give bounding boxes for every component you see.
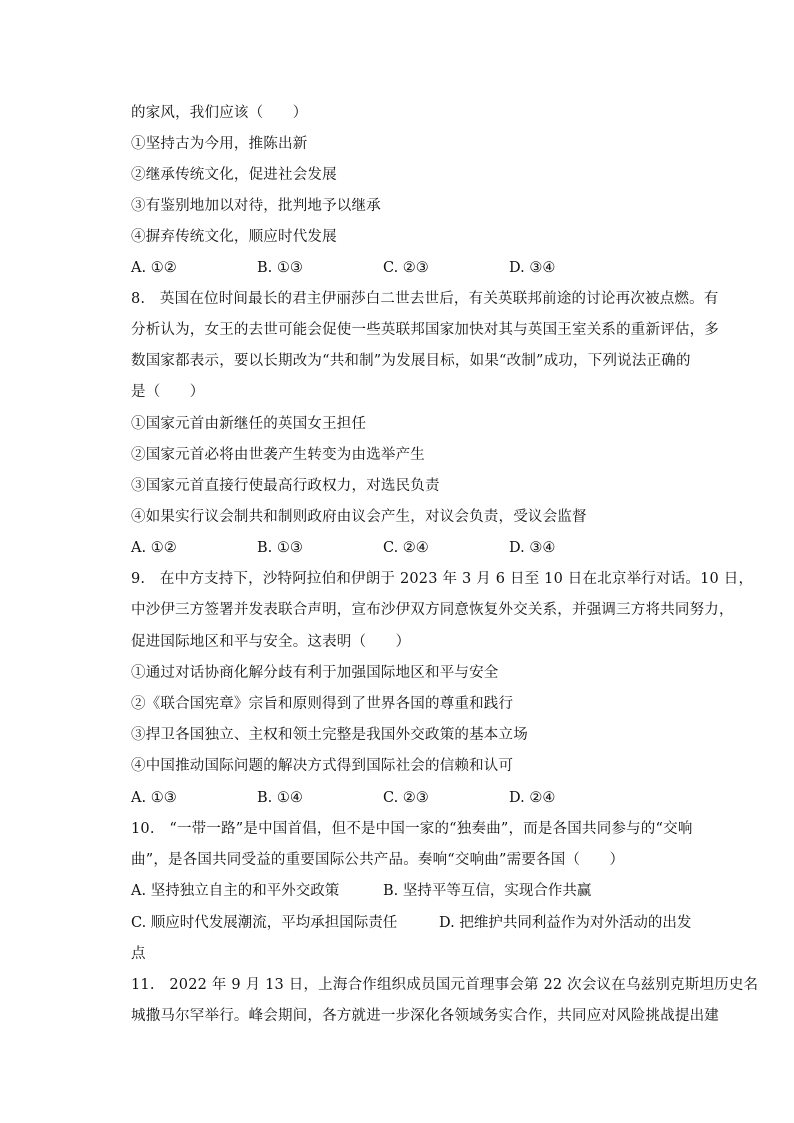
q9-stem-line-3: 促进国际地区和平与安全。这表明（ ） [131, 634, 411, 650]
q9-stem-line-1: 9. 在中方支持下，沙特阿拉伯和伊朗于 2023 年 3 月 6 日至 10 日在北京举行对话。10 日， [131, 571, 754, 587]
q7-option-b: B. ①③ [257, 260, 303, 276]
q11-stem-line-1: 11. 2022 年 9 月 13 日，上海合作组织成员国元首理事会第 22 次会议在乌兹别克斯坦历史名 [131, 977, 759, 993]
q9-option-b: B. ①④ [257, 790, 303, 806]
q9-item-1: ①通过对话协商化解分歧有利于加强国际地区和平与安全 [131, 665, 499, 681]
q9-stem-line-2: 中沙伊三方签署并发表联合声明，宣布沙伊双方同意恢复外交关系，并强调三方将共同努力， [131, 602, 734, 618]
q8-option-d: D. ③④ [509, 540, 556, 556]
q9-option-a: A. ①③ [131, 790, 177, 806]
q8-item-2: ②国家元首必将由世袭产生转变为由选举产生 [131, 447, 425, 463]
q7-option-d: D. ③④ [509, 260, 556, 276]
q10-option-d: D. 把维护共同利益作为对外活动的出发 [439, 915, 692, 931]
q10-option-b: B. 坚持平等互信，实现合作共赢 [383, 883, 592, 899]
q10-option-a: A. 坚持独立自主的和平外交政策 [131, 883, 340, 899]
q8-item-3: ③国家元首直接行使最高行政权力，对选民负责 [131, 478, 440, 494]
q7-item-3: ③有鉴别地加以对待，批判地予以继承 [131, 198, 381, 214]
q10-option-d-wrap: 点 [131, 946, 146, 962]
q10-stem-line-2: 曲”，是各国共同受益的重要国际公共产品。奏响“交响曲”需要各国（ ） [131, 852, 625, 868]
q8-option-c: C. ②④ [383, 540, 429, 556]
q9-option-c: C. ②③ [383, 790, 429, 806]
q8-stem-line-2: 分析认为，女王的去世可能会促使一些英联邦国家加快对其与英国王室关系的重新评估，多 [131, 322, 719, 338]
q7-item-2: ②继承传统文化，促进社会发展 [131, 167, 337, 183]
q10-option-c: C. 顺应时代发展潮流，平均承担国际责任 [131, 915, 398, 931]
q9-item-2: ②《联合国宪章》宗旨和原则得到了世界各国的尊重和践行 [131, 696, 514, 712]
q7-option-a: A. ①② [131, 260, 177, 276]
q8-stem-line-1: 8. 英国在位时间最长的君主伊丽莎白二世去世后，有关英联邦前途的讨论再次被点燃。有 [131, 291, 719, 307]
q7-option-c: C. ②③ [383, 260, 429, 276]
q7-stem-tail: 的家风，我们应该（ ） [131, 105, 308, 121]
q8-option-a: A. ①② [131, 540, 177, 556]
q11-stem-line-2: 城撒马尔罕举行。峰会期间，各方就进一步深化各领域务实合作，共同应对风险挑战提出建 [131, 1008, 719, 1024]
q8-item-1: ①国家元首由新继任的英国女王担任 [131, 416, 367, 432]
q9-item-3: ③捍卫各国独立、主权和领土完整是我国外交政策的基本立场 [131, 727, 528, 743]
q8-stem-line-4: 是（ ） [131, 384, 205, 400]
q9-item-4: ④中国推动国际问题的解决方式得到国际社会的信赖和认可 [131, 758, 514, 774]
q10-stem-line-1: 10. “一带一路”是中国首倡，但不是中国一家的“独奏曲”，而是各国共同参与的“交响 [131, 821, 693, 837]
q8-stem-line-3: 数国家都表示，要以长期改为“共和制”为发展目标，如果“改制”成功，下列说法正确的 [131, 353, 691, 369]
q7-item-1: ①坚持古为今用，推陈出新 [131, 136, 308, 152]
q7-item-4: ④摒弃传统文化，顺应时代发展 [131, 229, 337, 245]
q8-item-4: ④如果实行议会制共和制则政府由议会产生，对议会负责，受议会监督 [131, 509, 587, 525]
q9-option-d: D. ②④ [509, 790, 556, 806]
q8-option-b: B. ①③ [257, 540, 303, 556]
